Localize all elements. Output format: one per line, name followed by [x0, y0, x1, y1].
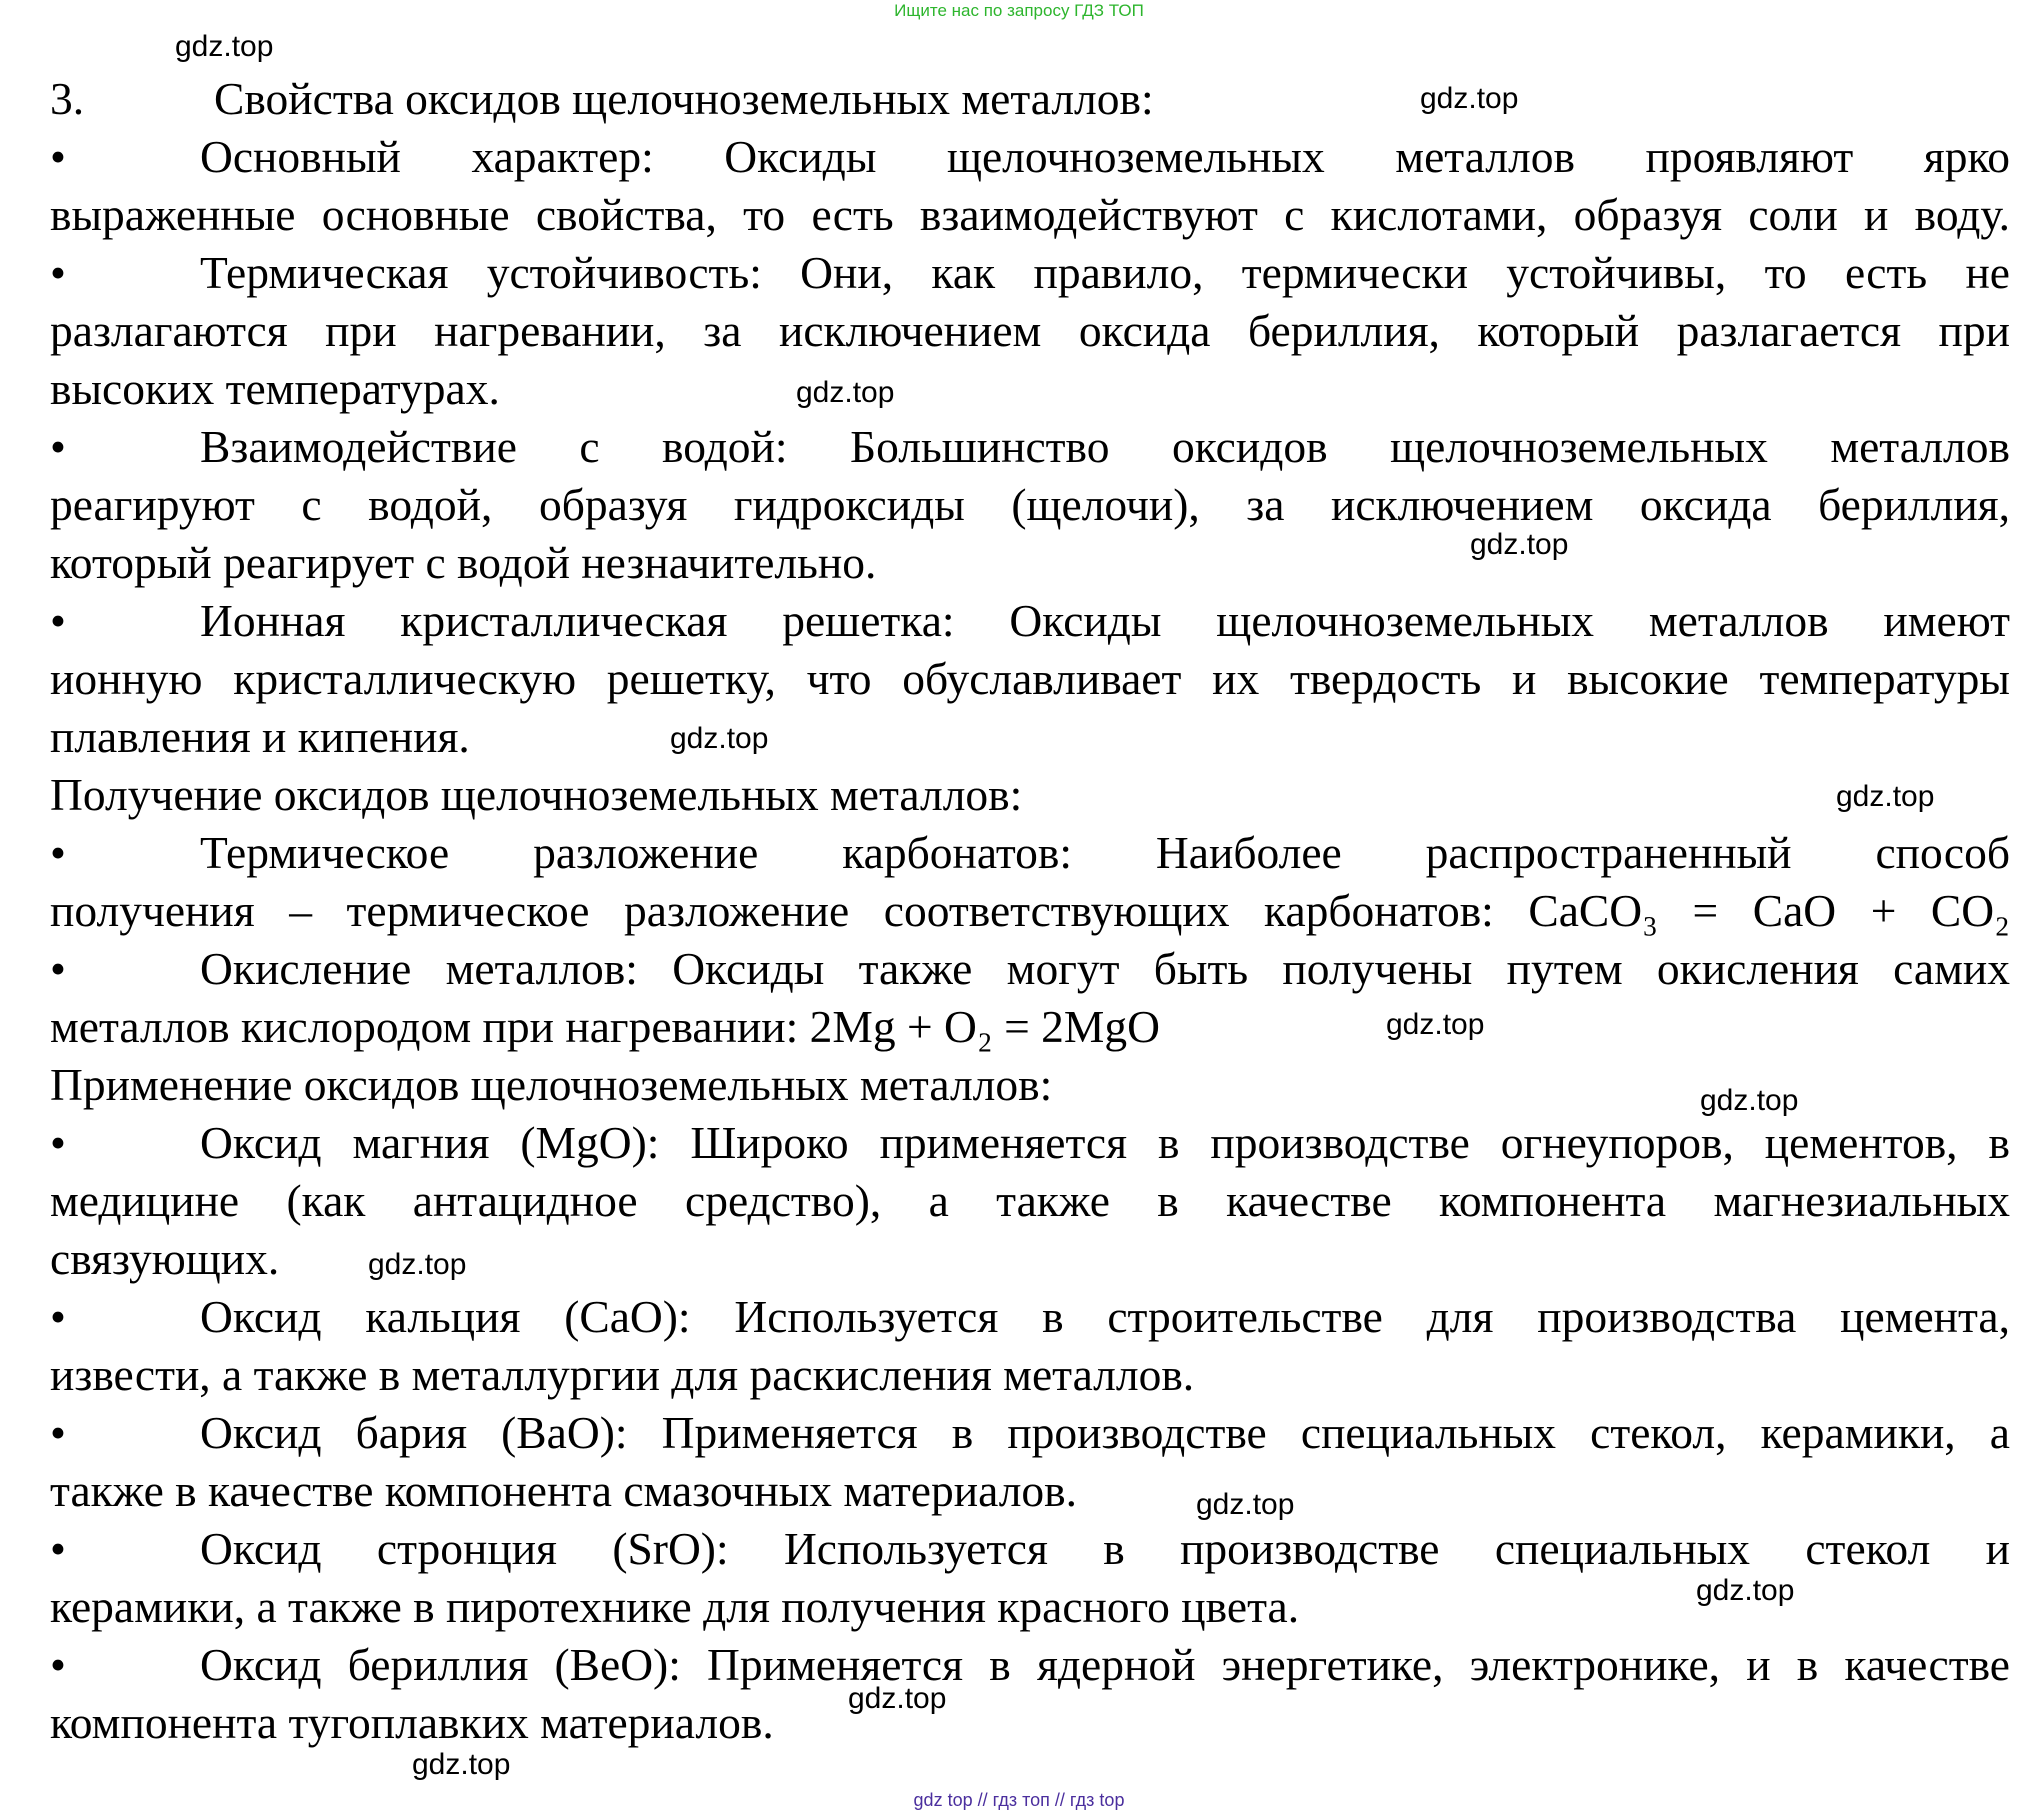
line: также в качестве компонента смазочных материалов. [50, 1465, 1078, 1516]
line-text: Основный характер: Оксиды щелочноземельных металлов проявляют ярко [200, 131, 2010, 182]
line-text: Ионная кристаллическая решетка: Оксиды щелочноземельных металлов имеют [200, 595, 2010, 646]
watermark: gdz.top [670, 722, 769, 755]
bullet-icon: • [50, 1523, 66, 1574]
bullet-icon: • [50, 1291, 66, 1342]
line-text: Оксид кальция (CaO): Используется в строительстве для производства цемента, [200, 1291, 2010, 1342]
line-text: Термическое разложение карбонатов: Наиболее распространенный способ [200, 827, 2010, 878]
line: выраженные основные свойства, то есть взаимодействуют с кислотами, образуя соли и воду. [50, 189, 2010, 240]
line: керамики, а также в пиротехнике для получения красного цвета. [50, 1581, 1300, 1632]
watermark: gdz.top [1700, 1084, 1799, 1117]
subheading: Получение оксидов щелочноземельных металлов: [50, 769, 1023, 820]
bullet-icon: • [50, 1407, 66, 1458]
watermark: gdz.top [175, 30, 274, 63]
section-title-text: Свойства оксидов щелочноземельных металлов: [214, 73, 1154, 124]
line-text: Оксид стронция (SrO): Используется в производстве специальных стекол и [200, 1523, 2010, 1574]
watermark: gdz.top [368, 1248, 467, 1281]
bullet-icon: • [50, 421, 66, 472]
line-text: Окисление металлов: Оксиды также могут быть получены путем окисления самих [200, 943, 2010, 994]
watermark: gdz.top [848, 1682, 947, 1715]
watermark: gdz.top [1836, 780, 1935, 813]
line-text: Взаимодействие с водой: Большинство оксидов щелочноземельных металлов [200, 421, 2010, 472]
line-text: Оксид магния (MgO): Широко применяется в производстве огнеупоров, цементов, в [200, 1117, 2010, 1168]
line: связующих. [50, 1233, 280, 1284]
section-number: 3. [50, 73, 85, 124]
line-text: Оксид бериллия (BeO): Применяется в ядерной энергетике, электронике, и в качестве [200, 1639, 2010, 1690]
watermark: gdz.top [796, 376, 895, 409]
list-item [50, 940, 2010, 998]
bullet-icon: • [50, 827, 66, 878]
bullet-icon: • [50, 943, 66, 994]
list-item [50, 1404, 2010, 1462]
watermark: gdz.top [1196, 1488, 1295, 1521]
watermark: gdz.top [1696, 1574, 1795, 1607]
list-item [50, 1288, 2010, 1346]
list-item [50, 244, 2010, 302]
line: высоких температурах. [50, 363, 500, 414]
line: который реагирует с водой незначительно. [50, 537, 877, 588]
list-item [50, 592, 2010, 650]
watermark: gdz.top [1470, 528, 1569, 561]
footer: gdz top // гдз топ // гдз top [913, 1790, 1125, 1810]
list-item [50, 824, 2010, 882]
line: реагируют с водой, образуя гидроксиды (щелочи), за исключением оксида бериллия, [50, 479, 2010, 530]
watermark: gdz.top [1386, 1008, 1485, 1041]
line: ионную кристаллическую решетку, что обуславливает их твердость и высокие температуры [50, 653, 2010, 704]
line: компонента тугоплавких материалов. [50, 1697, 774, 1748]
section-title [50, 70, 2010, 128]
bullet-icon: • [50, 1117, 66, 1168]
watermark: gdz.top [1420, 82, 1519, 115]
list-item [50, 418, 2010, 476]
list-item [50, 1520, 2010, 1578]
top-banner: Ищите нас по запросу ГДЗ ТОП [894, 1, 1144, 20]
list-item [50, 1114, 2010, 1172]
bullet-icon: • [50, 247, 66, 298]
line: получения – термическое разложение соответствующих карбонатов: CaCO₃ = CaO + CO₂ [50, 885, 2010, 936]
bullet-icon: • [50, 1639, 66, 1690]
line: плавления и кипения. [50, 711, 470, 762]
list-item [50, 1636, 2010, 1694]
line-text: Термическая устойчивость: Они, как правило, термически устойчивы, то есть не [200, 247, 2010, 298]
list-item [50, 128, 2010, 186]
bullet-icon: • [50, 595, 66, 646]
line: извести, а также в металлургии для раскисления металлов. [50, 1349, 1195, 1400]
line: разлагаются при нагревании, за исключением оксида бериллия, который разлагается при [50, 305, 2010, 356]
subheading: Применение оксидов щелочноземельных металлов: [50, 1059, 1053, 1110]
line-text: Оксид бария (BaO): Применяется в производстве специальных стекол, керамики, а [200, 1407, 2010, 1458]
line: медицине (как антацидное средство), а также в качестве компонента магнезиальных [50, 1175, 2010, 1226]
line: металлов кислородом при нагревании: 2Mg + O₂ = 2MgO [50, 1001, 1160, 1052]
bullet-icon: • [50, 131, 66, 182]
watermark: gdz.top [412, 1748, 511, 1781]
document-body [50, 70, 2010, 1752]
